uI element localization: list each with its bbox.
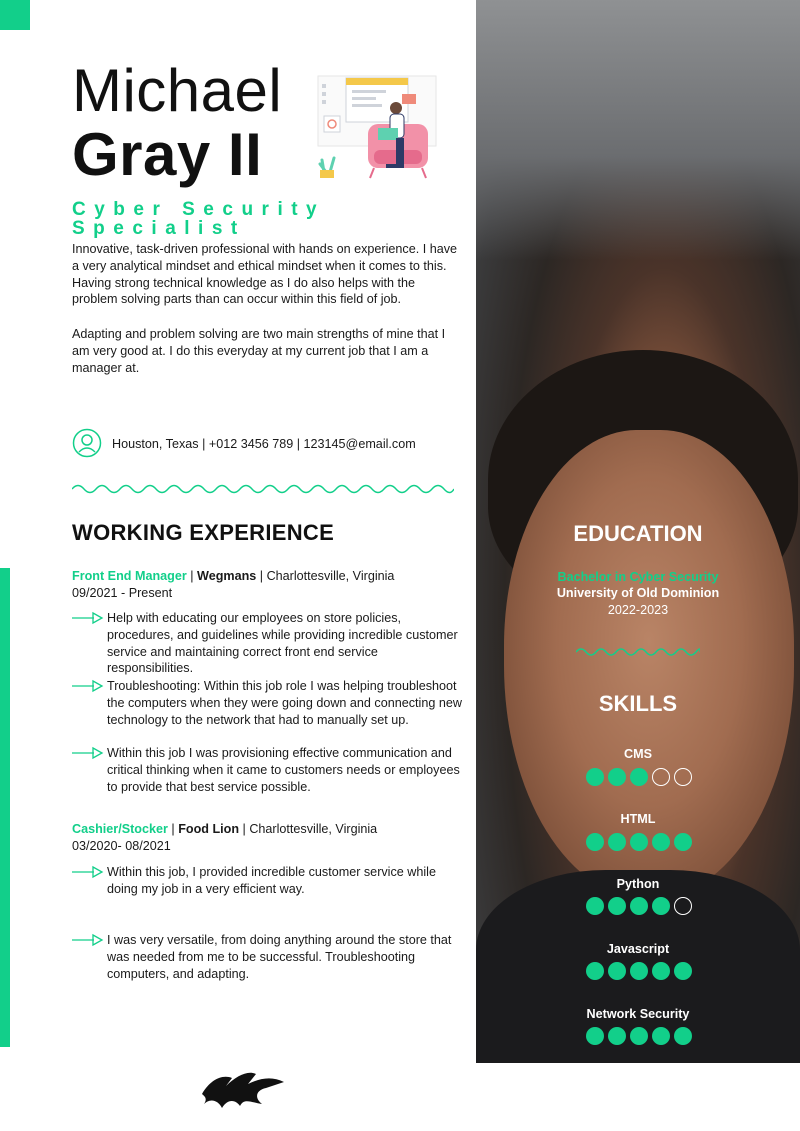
rating-dot-filled [608, 833, 626, 851]
rating-dot-filled [586, 833, 604, 851]
rating-dot-filled [586, 1027, 604, 1045]
rating-dot-filled [630, 768, 648, 786]
rating-dot-filled [586, 768, 604, 786]
workspace-illustration [316, 72, 440, 180]
skill-rating-javascript [586, 962, 696, 982]
bullet-text: I was very versatile, from doing anything around the store that was needed from me to be successful. Troubleshooting computers, and adapting. [107, 933, 452, 981]
rating-dot-empty [674, 768, 692, 786]
rating-dot-filled [630, 897, 648, 915]
signature-mark [196, 1058, 292, 1120]
rating-dot-empty [652, 768, 670, 786]
rating-dot-filled [630, 962, 648, 980]
rating-dot-filled [630, 833, 648, 851]
skill-label-javascript: Javascript [606, 942, 670, 956]
arrow-bullet-icon [72, 746, 104, 760]
job-1-header [72, 568, 394, 602]
bullet-text: Troubleshooting: Within this job role I was helping troubleshoot the computers when they were going down and connecting new technology to the network that had to manually set up. [107, 679, 462, 727]
rating-dot-filled [652, 833, 670, 851]
rating-dot-filled [608, 962, 626, 980]
arrow-bullet-icon [72, 865, 104, 879]
education-school: University of Old Dominion [556, 586, 720, 600]
job-1-dates: 09/2021 - Present [72, 585, 173, 600]
rating-dot-filled [652, 897, 670, 915]
rating-dot-filled [674, 833, 692, 851]
photo-background [476, 0, 800, 260]
rating-dot-filled [608, 768, 626, 786]
accent-side-bar [0, 568, 10, 1047]
arrow-bullet-icon [72, 611, 104, 625]
rating-dot-filled [674, 962, 692, 980]
job-1-location: Charlottesville, Virginia [266, 569, 395, 583]
job-2-company: Food Lion [178, 822, 240, 836]
job-title-line-2: Specialist [72, 218, 246, 239]
skill-rating-network-security [586, 1027, 696, 1047]
separator: | [259, 569, 267, 583]
skill-rating-python [586, 897, 696, 917]
bullet-text: Within this job I was provisioning effective communication and critical thinking when it came to customers needs or employees to provide that best service possible. [107, 746, 460, 794]
rating-dot-filled [652, 1027, 670, 1045]
skill-rating-html [586, 833, 696, 853]
education-heading: EDUCATION [573, 521, 703, 546]
bullet-text: Within this job, I provided incredible customer service while doing my job in a very efficient way. [107, 865, 436, 896]
rating-dot-filled [652, 962, 670, 980]
job-1-company: Wegmans [197, 569, 257, 583]
wave-divider [576, 646, 700, 658]
first-name: Michael [72, 57, 283, 124]
separator: | [190, 569, 198, 583]
rating-dot-filled [608, 897, 626, 915]
skill-label-python: Python [616, 877, 660, 891]
arrow-bullet-icon [72, 679, 104, 693]
skills-heading: SKILLS [598, 691, 678, 716]
job-2-role: Cashier/Stocker [72, 822, 168, 836]
education-years: 2022-2023 [607, 603, 669, 617]
job-1-role: Front End Manager [72, 569, 187, 583]
job-2-location: Charlottesville, Virginia [249, 822, 378, 836]
working-experience-heading: WORKING EXPERIENCE [72, 520, 335, 545]
rating-dot-filled [586, 897, 604, 915]
arrow-bullet-icon [72, 933, 104, 947]
rating-dot-empty [674, 897, 692, 915]
rating-dot-filled [608, 1027, 626, 1045]
skill-rating-cms [586, 768, 696, 788]
job-2-header [72, 821, 377, 855]
last-name: Gray II [72, 121, 263, 188]
separator: | [171, 822, 179, 836]
wave-divider [72, 482, 454, 496]
skill-label-cms: CMS [624, 747, 652, 761]
rating-dot-filled [674, 1027, 692, 1045]
user-circle-icon [72, 428, 102, 458]
rating-dot-filled [630, 1027, 648, 1045]
education-degree: Bachelor in Cyber Security [557, 570, 719, 584]
skill-label-html: HTML [620, 812, 656, 826]
job-2-dates: 03/2020- 08/2021 [72, 838, 171, 853]
bullet-text: Help with educating our employees on store policies, procedures, and guidelines while providing incredible customer service and maintaining correct front end service responsibilities. [107, 611, 458, 676]
accent-square [0, 0, 30, 30]
skill-label-network-security: Network Security [586, 1007, 690, 1021]
summary-paragraph-1: Innovative, task-driven professional with hands on experience. I have a very analytical mindset and ethical mindset when it comes to this. Having strong technical knowledge as I do also helps with the problem solving parts than can occur within this field of job. [72, 242, 458, 307]
contact-info: Houston, Texas | +012 3456 789 | 123145@email.com [112, 437, 416, 451]
summary-paragraph-2: Adapting and problem solving are two main strengths of mine that I am very good at. I do this everyday at my current job that I am a manager at. [72, 327, 446, 375]
separator: | [242, 822, 250, 836]
job-title-line-1: Cyber Security [72, 199, 326, 220]
photo-face [504, 430, 794, 900]
rating-dot-filled [586, 962, 604, 980]
